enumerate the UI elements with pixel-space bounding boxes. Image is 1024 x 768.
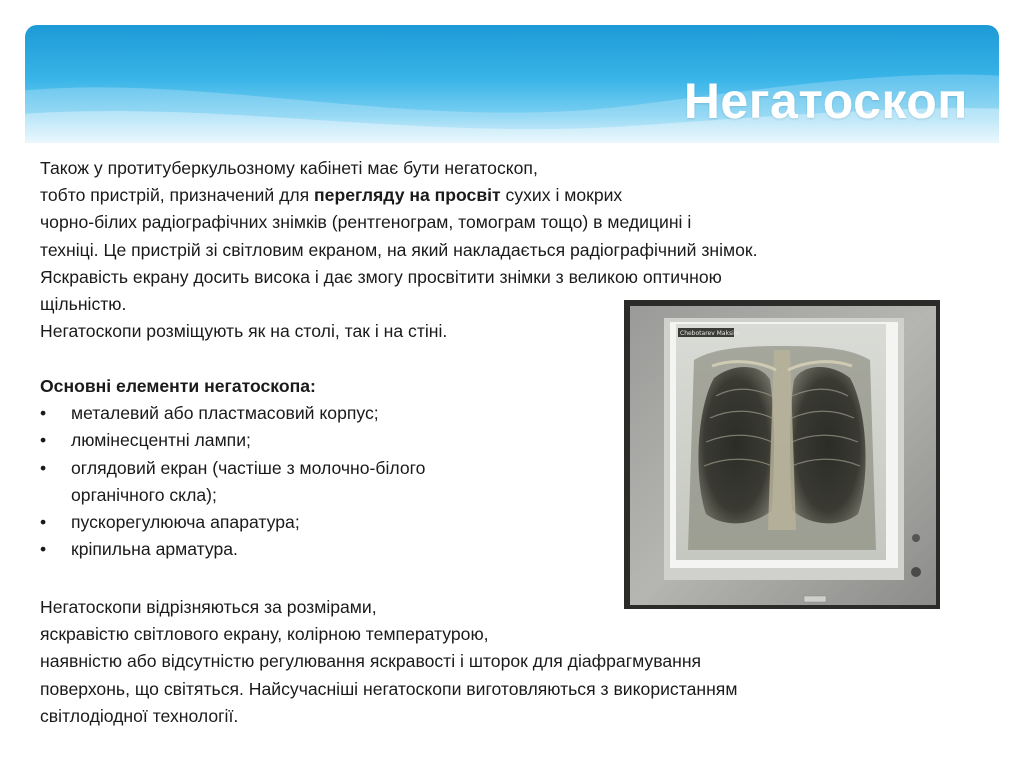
list-item	[40, 400, 425, 427]
intro-line: Яскравість екрану досить висока і дає змогу просвітити знімки з великою оптичною	[40, 266, 722, 287]
intro-line: Також у протитуберкульозному кабінеті має бути негатоскоп,	[40, 158, 538, 178]
dimmer-knob	[911, 567, 921, 577]
intro-line: чорно-білих радіографічних знімків (рентгенограм, томограм тощо) в медицині і	[40, 212, 692, 233]
bullet: •	[40, 430, 47, 451]
brand-plate	[804, 596, 826, 602]
list-item	[40, 536, 425, 563]
bullet: •	[40, 539, 47, 560]
intro-line: Негатоскопи розміщують як на столі, так і на стіні.	[40, 321, 448, 342]
list-item-text: пускорегулююча апаратура;	[71, 511, 300, 532]
list-item	[40, 427, 425, 454]
outro-line: наявністю або відсутністю регулювання яскравості і шторок для діафрагмування	[40, 651, 702, 672]
right-lung	[790, 367, 866, 523]
page-title: Негатоскоп	[683, 73, 968, 129]
negatoscope-drawing	[624, 300, 940, 609]
intro-text: сухих і мокрих	[500, 185, 623, 206]
negatoscope-image	[624, 300, 940, 609]
intro-emphasis: перегляду на просвіт	[314, 185, 501, 206]
list-item-text: металевий або пластмасовий корпус;	[71, 403, 379, 424]
list-item-text: кріпильна арматура.	[71, 539, 238, 560]
film-label: Chebotarev Maksim	[680, 330, 740, 337]
list-item	[40, 509, 425, 536]
outro-line: яскравістю світлового екрану, колірною температурою,	[40, 624, 489, 645]
bullet: •	[40, 457, 47, 478]
bullet: •	[40, 403, 47, 424]
bullet: •	[40, 511, 47, 532]
outro-line: поверхонь, що світяться. Найсучасніші негатоскопи виготовляються з використанням	[40, 678, 738, 699]
list-item-text: люмінесцентні лампи;	[71, 430, 251, 451]
elements-heading: Основні елементи негатоскопа:	[40, 376, 316, 396]
outro-line: Негатоскопи відрізняються за розмірами,	[40, 597, 377, 617]
outro-paragraph	[40, 594, 737, 730]
left-lung	[698, 367, 774, 523]
intro-text: тобто пристрій, призначений для	[40, 185, 315, 206]
list-item-text: оглядовий екран (частіше з молочно-білого	[71, 457, 426, 478]
intro-line	[40, 182, 758, 209]
power-knob	[912, 534, 920, 542]
list-item	[40, 455, 425, 482]
intro-line: техніці. Це пристрій зі світловим екраном, на який накладається радіографічний знімок.	[40, 239, 758, 260]
list-item-continuation: органічного скла);	[71, 484, 217, 505]
outro-line: світлодіодної технології.	[40, 705, 239, 726]
intro-line: щільністю.	[40, 293, 127, 314]
elements-section	[40, 373, 425, 563]
